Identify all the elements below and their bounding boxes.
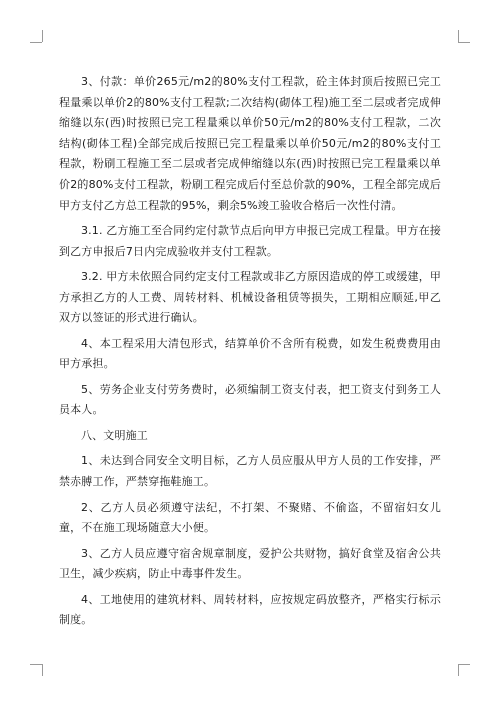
paragraph-civilized-3: 3、乙方人员应遵守宿舍规章制度，爱护公共财物，搞好食堂及宿舍公共卫生，减少疾病，防止中毒事件发生。 [59, 546, 441, 581]
paragraph-civilized-4: 4、工地使用的建筑材料、周转材料，应按规定码放整齐，严格实行标示制度。 [59, 592, 441, 627]
paragraph-payment-terms: 3、付款：单价265元/m2的80%支付工程款，砼主体封顶后按照已完工程量乘以单价2的80%支付工程款;二次结构(砌体工程)施工至二层或者完成伸缩缝以东(西)时按照已完工程量乘以单价50元/m2的80%支付工程款，二次结构(砌体工程)全部完成后按照已完工程量乘以单价50元/m2的80%支付工程款，粉刷工程施工至二层或者完成伸缩缝以东(西)时按照已完工程量乘以单价2的80%支付工程款，粉刷工程完成后付至总价款的90%，工程全部完成后甲方支付乙方总工程款的95%，剩余5%竣工验收合格后一次性付清。 [59, 75, 441, 212]
document-body [59, 72, 441, 631]
crop-mark-bottom-right-v [458, 664, 459, 676]
paragraph-payment-default: 3.2. 甲方未依照合同约定支付工程款或非乙方原因造成的停工或缓建，甲方承担乙方的人工费、周转材料、机械设备租赁等损失，工期相应顺延,甲乙双方以签证的形式进行确认。 [59, 270, 441, 325]
paragraph-civilized-1: 1、未达到合同安全文明目标，乙方人员应服从甲方人员的工作安排，严禁赤膊工作，严禁穿拖鞋施工。 [59, 454, 441, 489]
crop-mark-bottom-right-h [458, 664, 470, 665]
crop-mark-top-left-h [30, 42, 42, 43]
section-heading-civilized-construction: 八、文明施工 [81, 428, 148, 442]
paragraph-payment-application: 3.1. 乙方施工至合同约定付款节点后向甲方申报已完成工程量。甲方在接到乙方申报后7日内完成验收并支付工程款。 [59, 224, 441, 258]
crop-mark-bottom-left-h [30, 664, 42, 665]
crop-mark-bottom-left-v [42, 664, 43, 676]
crop-mark-top-right-v [458, 30, 459, 42]
crop-mark-top-left-v [42, 30, 43, 42]
paragraph-contract-form: 4、本工程采用大清包形式，结算单价不含所有税费，如发生税费费用由甲方承担。 [59, 336, 441, 371]
crop-mark-top-right-h [458, 42, 470, 43]
paragraph-civilized-2: 2、乙方人员必须遵守法纪，不打架、不聚赌、不偷盗，不留宿妇女儿童，不在施工现场随意大小便。 [59, 500, 441, 535]
paragraph-labor-payment: 5、劳务企业支付劳务费时，必须编制工资支付表，把工资支付到务工人员本人。 [59, 382, 441, 417]
